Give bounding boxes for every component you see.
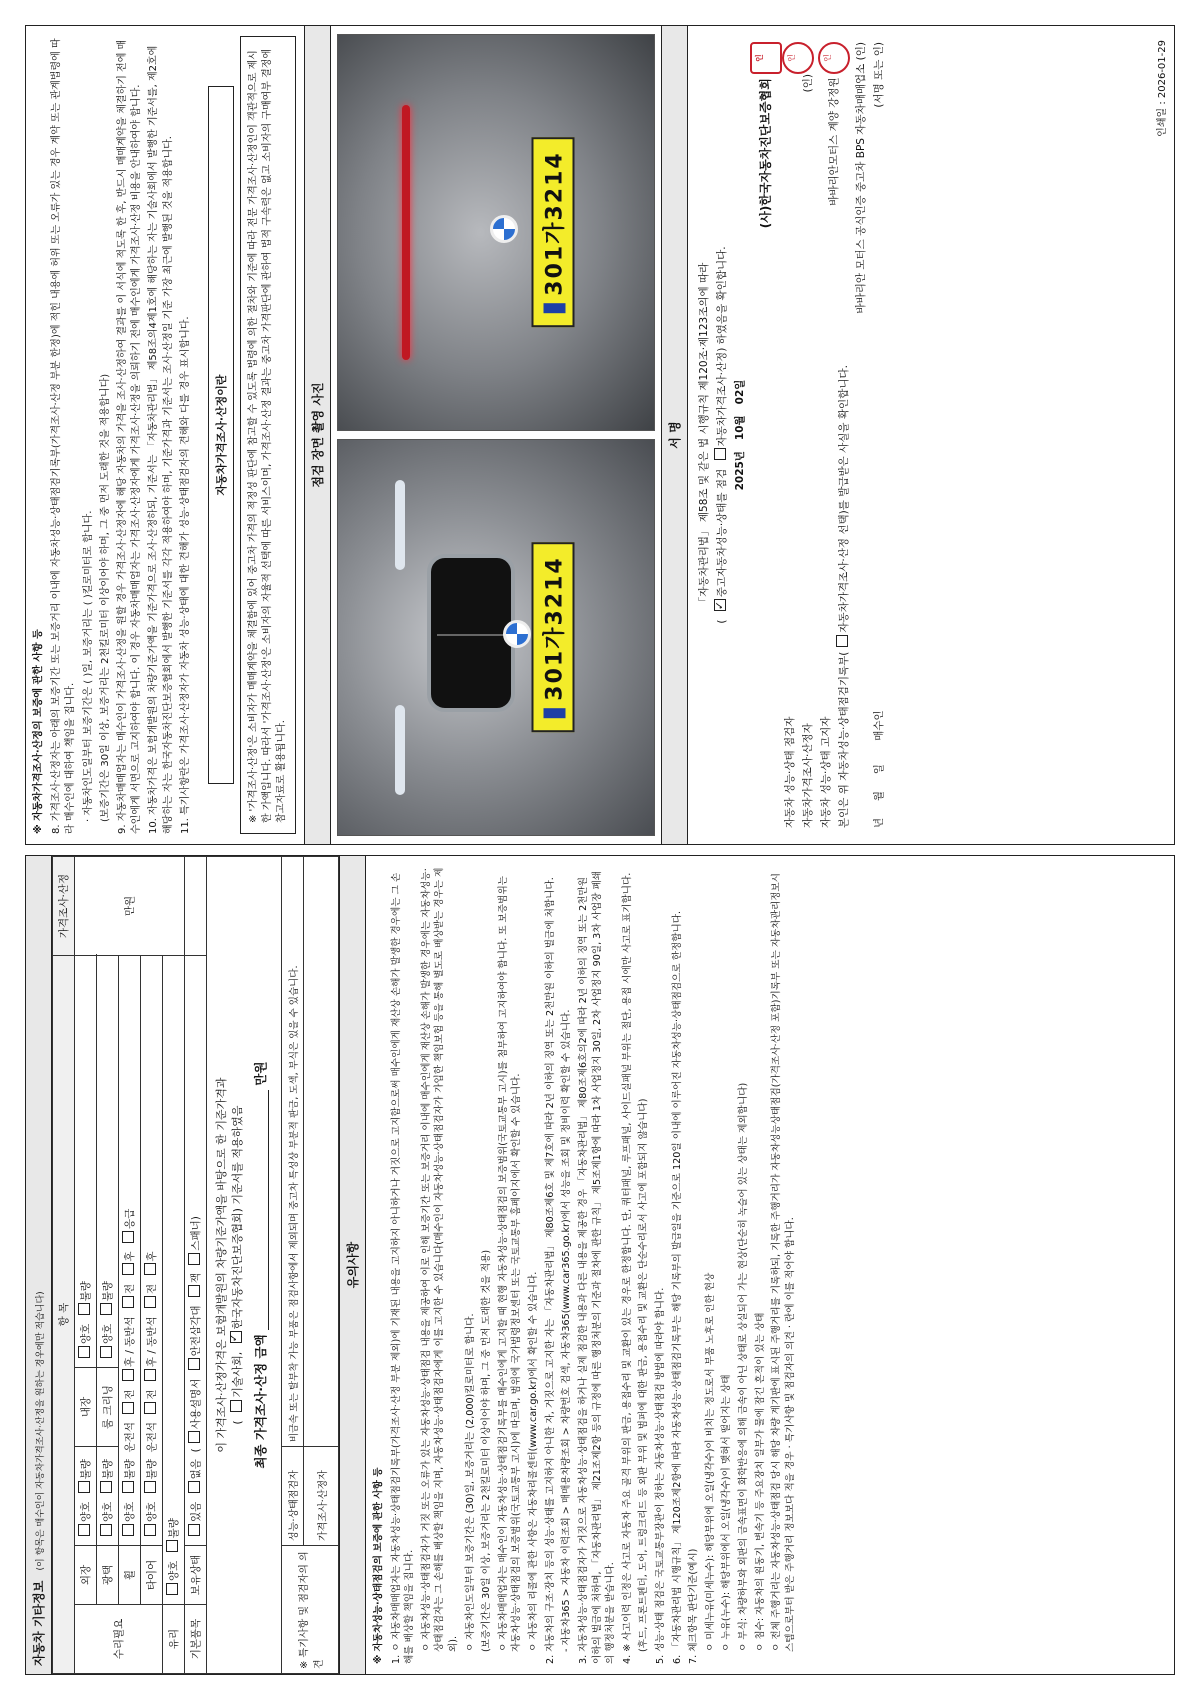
checkbox[interactable] bbox=[100, 1346, 112, 1358]
sign-section: 「자동차관리법」 제58조 및 같은 법 시행규칙 제120조·제123조의에 따라 ( ✓중고자동차성능·상태를 점검 자동차가격조사·산정) 하였음을 확인합니다. 2025년 10월 02일 (사)한국자동차진단보증협회 인 자동차 성능·상태 점검자 인 자동차가격조사·산정자 (인) 자동차 성능·상태 고지자 바바리안모터스 계양 강정원 인 본인은 위 자동차성능·상태점검기록부(자동차가격조사·산정 선택)를 발급받은 사실을 확인합니다. 바바리안 모터스 공식인증 중고차 BPS 자동차매매업소 (인) 년 월 일 매수인 (서명 또는 인) bbox=[688, 26, 897, 844]
row-tire: 타이어 bbox=[141, 1546, 163, 1605]
photo-front-car bbox=[337, 439, 655, 836]
note-item: - 자동차365 > 자동차 이력조회 > 매매용차량조회 > 차량번호 검색, 자동차365(www.car365.go.kr)에서 성능을 조회 및 정비이력 확인할 수 있습니다. bbox=[561, 1009, 573, 1652]
note-item: 8. 가격조사·산정자는 아래의 보증기간 또는 보증거리 이내에 자동차성능·상태점검기록부(가격조사·산정 부분 한정)에 적힌 내용에 허위 또는 오류가 있는 경우 계약 또는 관계법령에 따라 매수인에 대하여 책임을 집니다. bbox=[51, 38, 77, 834]
other-info-table bbox=[52, 856, 339, 1674]
sign-title: 서 명 bbox=[661, 26, 688, 844]
note-item: 11. 특기사항란은 가격조사·산정자가 자동차 성능·상태에 대한 견해가 성능·상태점검자의 견해와 다를 경우 표시합니다. bbox=[179, 316, 191, 834]
glass-options: 양호 불량 bbox=[163, 956, 185, 1605]
notice-box: 자동차가격조사·산정이란 bbox=[208, 86, 234, 784]
row-interior: 내장 bbox=[75, 1368, 97, 1447]
wheel-options: 양호 불량 운전석 전 후 / 동반석 전 후 응급 bbox=[119, 956, 141, 1546]
checkbox-basis-kadwa[interactable] bbox=[230, 1331, 242, 1343]
checkbox[interactable] bbox=[166, 1583, 178, 1595]
checkbox[interactable] bbox=[100, 1303, 112, 1315]
checkbox[interactable] bbox=[188, 1481, 200, 1493]
gloss-options: 양호 불량 bbox=[97, 1447, 119, 1546]
checkbox[interactable] bbox=[100, 1481, 112, 1493]
pricer-line: 자동차가격조사·산정자 (인) bbox=[801, 74, 814, 828]
checkbox[interactable] bbox=[78, 1481, 90, 1493]
checkbox[interactable] bbox=[122, 1402, 134, 1414]
holding-options: 있음 없음 (사용설명서 안전삼각대 잭 스패너) bbox=[185, 956, 207, 1546]
note-item: 10. 자동차가격은 보험개발원의 차량기준가액을 기준가격으로 조사·산정하되, 기준서는 「자동차관리법」 제58조의4제1호에 해당하는 자는 기술사회에서 발행한 기준서를, 제2호에 해당하는 자는 한국자동차진단보증협회에서 발행한 기준서를 각각 적용하여야 하며, 기준가격과 기준서는 조사·산정일 기준 가장 최근에 발행된 것을 적용합니다. bbox=[148, 45, 174, 834]
page-price-and-sign bbox=[25, 25, 1175, 845]
checkbox[interactable] bbox=[188, 1285, 200, 1297]
checkbox[interactable] bbox=[166, 1540, 178, 1552]
inspector-line: 자동차 성능·상태 점검자 인 bbox=[782, 42, 800, 828]
row-room-cleaning: 룸 크리닝 bbox=[97, 1368, 119, 1447]
checkbox-price[interactable] bbox=[714, 448, 726, 460]
checkbox[interactable] bbox=[122, 1481, 134, 1493]
checkbox[interactable] bbox=[188, 1358, 200, 1370]
notes-left bbox=[366, 856, 806, 1674]
special-col-pricer: 가격조사·산정자 bbox=[304, 1447, 339, 1546]
checkbox[interactable] bbox=[122, 1524, 134, 1536]
inspection-photos bbox=[331, 26, 661, 844]
note-item: (후드, 프론트펜더, 도어, 트렁크리드 등 외판 부위 및 범퍼에 대한 판금, 용접수리 및 교환은 단순수리로서 사고에 포함되지 않습니다) bbox=[638, 1098, 650, 1652]
notice-text: ※ '가격조사·산정'은 소비자가 매매계약을 체결함에 있어 중고차 가격의 적정성 판단에 참고할 수 있도록 법령에 의한 절차와 기준에 따라 전문 가격조사·산정인이 객관적으로 제시한 가액입니다. 따라서 '가격조사·산정'은 소비자의 자율적 선택에 따른 서비스이며, 가격조사·산정 결과는 중고차 가격판단에 관하여 법적 구속력은 없고 소비자의 구매여부 결정에 참고자료로 활용됩니다. bbox=[240, 36, 297, 834]
checkbox[interactable] bbox=[144, 1402, 156, 1414]
interior-options: 양호 불량 bbox=[75, 956, 97, 1368]
final-price-line: 최종 가격조사·산정 금액 만원 bbox=[253, 1061, 268, 1469]
seller-seal: 인 bbox=[818, 42, 850, 74]
notes-heading: ※ 자동차성능·상태점검의 보증에 관한 사항 등 bbox=[373, 1467, 384, 1664]
final-price-field[interactable] bbox=[254, 1090, 269, 1330]
note-item: · 자동차인도일부터 보증기간은 ( )일, 보증거리는 ( )킬로미터로 합니다. bbox=[82, 510, 94, 822]
note-item: ㅇ 미세누유(미세누수): 해당부위에 오일(냉각수)이 비치는 정도로서 부품 노후로 인한 현상 bbox=[704, 1272, 716, 1652]
row-group-basic: 기본품목 bbox=[185, 1605, 207, 1674]
checkbox[interactable] bbox=[78, 1303, 90, 1315]
room-cleaning-options: 양호 불량 bbox=[97, 956, 119, 1368]
price-unit: 만원 bbox=[75, 857, 185, 956]
note-item: ㅇ 부식: 차량하부와 외판의 금속표면이 화학반응에 의해 금속이 아닌 상태로 상실되어 가는 현상(단순히 녹슬어 있는 상태는 제외합니다) bbox=[738, 1082, 750, 1652]
bmw-emblem-icon bbox=[490, 216, 518, 244]
checkbox[interactable] bbox=[100, 1524, 112, 1536]
photo-title: 점검 장면 촬영 사진 bbox=[304, 26, 331, 844]
page-other-info bbox=[25, 855, 1175, 1675]
note-item: ㅇ 자동차성능·상태점검자가 거짓 또는 오류가 있는 자동차성능·상태점검 내용을 제공하여 이로 인해 보증기간 또는 보증거리 이내에 매수인에게 재산상 손해가 발생한 경우에는 자동차성능·상태점검자는 그 손해를 배상할 책임을 지며, 자동차성능·상태점검자에게 이를 고지한 수 있습니다(매수인이 자동차성능·상태점검자가 가입한 책임보험 등을 통해 별도로 배상받는 경우는 제외). bbox=[420, 867, 460, 1652]
seller-line: 자동차 성능·상태 고지자 바바리안모터스 계양 강정원 인 bbox=[818, 42, 836, 828]
row-wheel: 휠 bbox=[119, 1546, 141, 1605]
checkbox[interactable] bbox=[144, 1481, 156, 1493]
note-item: (보증기간은 30일 이상, 보증거리는 2천킬로미터 이상이어야 하며, 그 중 먼저 도래한 것을 적용합니다) bbox=[99, 373, 111, 822]
checkbox[interactable] bbox=[144, 1369, 156, 1381]
checkbox[interactable] bbox=[122, 1296, 134, 1308]
checkbox[interactable] bbox=[122, 1231, 134, 1243]
note-item: ㅇ 침수: 자동차의 원동기, 변속기 등 주요장치 일부가 물에 잠긴 흔적이 있는 상태 bbox=[754, 1312, 766, 1652]
bmw-emblem-icon bbox=[503, 621, 531, 649]
row-holding: 보유상태 bbox=[185, 1546, 207, 1605]
checkbox[interactable] bbox=[144, 1524, 156, 1536]
checkbox[interactable] bbox=[122, 1263, 134, 1275]
col-item: 항 목 bbox=[53, 956, 75, 1674]
basis-row: 이 가격조사·산정가격은 보험개발원의 차량기준가액을 바탕으로 한 기준가격과 ( 기술사회, ✓한국자동차진단보증협회) 기준서를 적용하였음 최종 가격조사·산정 금액 만원 bbox=[207, 857, 282, 1674]
note-item: 6. 「자동차관리법 시행규칙」 제120조제2항에 따라 자동차성능·상태점검기록부는 해당 기록부의 발급일을 기준으로 120일 이내에 이루어진 자동차성능·상태점검으로 한정합니다. bbox=[671, 910, 683, 1664]
association-stamp: 인 bbox=[750, 42, 782, 74]
checkbox[interactable] bbox=[188, 1431, 200, 1443]
note-item: ㅇ 자동차매매업자는 매수인이 자동차성능·상태점검기록부를 매수인에게 고지할 때 현행 자동차성능·상태점검의 보증범위(국토교통부 고시)를 첨부하여 고지하여야 합니다. 또 보증범위는 자동차성능·상태점검의 보증범위(국토교통부 고시)에 따르며, 범위에 국가법령정보센터 또는 국토교통부 홈페이지에서 확인할 수 있습니다. bbox=[497, 876, 523, 1652]
note-item: 2. 자동차의 구조·장치 등의 성능·상태를 고지하지 아니한 자, 거짓으로 고지한 자는 「자동차관리법」 제80조제6호 및 제7호에 따라 2년 이하의 징역 또는 2천만원 이하의 벌금에 처합니다. bbox=[544, 877, 556, 1664]
note-item: 9. 자동차매매업자는 매수인이 가격조사·산정을 원할 경우 가격조사·산정자에 해당 자동차의 가격을 조사·산정하여 결과를 이 서식에 적도록 한 후, 반드시 매매계약을 체결하기 전에 매수인에게 서면으로 고지하여야 합니다. 이 경우 자동차매매업자는 가격조사·산정자에게 가격조사·산정을 의뢰하기 전에 매수인에게 가격조사·산정 비용을 안내하여야 합니다. bbox=[116, 39, 143, 834]
note-item: 1. ㅇ 자동차매매업자는 자동차성능·상태점검기록부(가격조사·산정 부분 제외)에 기재된 내용을 고지하지 아니하거나 거짓으로 고지함으로써 매수인에게 재산상 손해가 발생한 경우에는 그 손해를 배상할 책임을 집니다. bbox=[390, 872, 416, 1664]
row-group-repair: 수리필요 bbox=[75, 1605, 163, 1674]
note-item: ㅇ 전체 주행거리는 자동차성능·상태점검 당시 해당 차량 계기판에 표시된 주행거리를 기록하되, 기록한 주행거리가 자동차성능상태점검(가격조사·산정 포함)기록부 또는 자동차관리정보시스템으로부터 받은 주행거리 정보보다 적을 경우 · 특기사항 및 점검자의 의견 · 란에 이를 적어야 합니다. bbox=[771, 872, 796, 1652]
special-pricer-field[interactable] bbox=[304, 857, 339, 1447]
tire-options: 양호 불량 운전석 전 후 / 동반석 전 후 bbox=[141, 956, 163, 1546]
checkbox-basis-tech[interactable] bbox=[230, 1400, 242, 1412]
taillight-bar bbox=[402, 105, 410, 360]
checkbox[interactable] bbox=[144, 1263, 156, 1275]
note-item: 3. 자동차성능·상태점검자가 거짓으로 자동차성능·상태점검을 하거나 실제 점검한 내용과 다른 내용을 제공한 경우 「자동차관리법」 제80조제6호의2에 따라 2년 이하의 징역 또는 2천만원 이하의 벌금에 처하며, 「자동차관리법」 제21조제2항 등의 규정에 따른 행정처분의 기준과 절차에 관한 규칙」 제5조제1항에 따라 1차 사업정지 30일, 2차 사업정지 90일, 3차 사업장 폐쇄의 행정처분을 받습니다. bbox=[577, 871, 617, 1664]
checkbox[interactable] bbox=[78, 1346, 90, 1358]
row-glass: 유리 bbox=[163, 1605, 185, 1674]
row-exterior: 외장 bbox=[75, 1546, 97, 1605]
checkbox-buyer-price[interactable] bbox=[836, 635, 848, 647]
checkbox[interactable] bbox=[144, 1296, 156, 1308]
notes-right-heading: ※ 자동차가격조사·산정의 보증에 관한 사항 등 bbox=[33, 629, 44, 834]
exterior-options: 양호 불량 bbox=[75, 1447, 97, 1546]
row-gloss: 광택 bbox=[97, 1546, 119, 1605]
special-note: 비금속 또는 탈부착 가능 부품은 점검사항에서 제외되며 중고차 특성상 부분적 판금, 도색, 부식은 있을 수 있습니다. bbox=[282, 857, 304, 1447]
headlamp-right bbox=[395, 480, 405, 570]
note-item: 7. 체크항목 판단기준(예시) bbox=[688, 1548, 700, 1664]
note-item: 4. ※ 사고이력 인정은 사고로 자동차 주요 골격 부위의 판금, 용접수리 및 교환이 있는 경우로 한정합니다. 단, 쿼터패널, 루프패널, 사이드실패널 부위는 절단, 용접 시에만 사고로 표기합니다. bbox=[621, 872, 633, 1664]
col-price: 가격조사·산정 bbox=[53, 857, 75, 956]
checkbox[interactable] bbox=[188, 1524, 200, 1536]
buyer-confirm: 본인은 위 자동차성능·상태점검기록부(자동차가격조사·산정 선택)를 발급받은 사실을 확인합니다. bbox=[837, 365, 850, 828]
note-item: 5. 성능·상태 점검은 국토교통부장관이 정하는 자동차성능·상태점검 방법에 따라야 합니다. bbox=[654, 1287, 666, 1664]
note-item: ㅇ 자동차의 리콜에 관한 사항은 자동차리콜센터(www.car.go.kr)에서 확인할 수 있습니다. bbox=[528, 1271, 540, 1652]
checkbox[interactable] bbox=[122, 1369, 134, 1381]
license-plate-front: 301가3214 bbox=[532, 542, 575, 732]
section-title-other-info: 자동차 기타정보 (이 항목은 매수인이 자동차가격조사·산정을 원하는 경우에만 적습니다) bbox=[26, 856, 52, 1674]
note-item: ㅇ 자동차인도일부터 보증기간은 (30)일, 보증거리는 (2,000)킬로미터로 합니다. bbox=[464, 1313, 476, 1652]
inspector-seal: 인 bbox=[782, 42, 814, 74]
headlamp-left bbox=[395, 705, 405, 795]
buyer-sign-line: 년 월 일 매수인 (서명 또는 인) bbox=[873, 42, 886, 828]
notes-right bbox=[26, 26, 202, 844]
notice-title: 유의사항 bbox=[339, 856, 366, 1674]
print-date: 인쇄일 : 2026-01-29 bbox=[1157, 40, 1168, 137]
kidney-grille bbox=[427, 555, 515, 713]
association-line: (사)한국자동차진단보증협회 인 bbox=[750, 42, 782, 828]
sign-date: 2025년 10월 02일 bbox=[734, 379, 747, 491]
note-item: ㅇ 누유(누수): 해당부위에서 오일(냉각수)이 맺혀서 떨어지는 상태 bbox=[721, 1374, 733, 1652]
license-plate-rear: 301가3214 bbox=[532, 137, 575, 327]
special-label: ※ 특기사항 및 점검자의 의견 bbox=[282, 1546, 339, 1674]
photo-rear-car bbox=[337, 34, 655, 431]
buyer-company-line: 바바리안 모터스 공식인증 중고차 BPS 자동차매매업소 (인) bbox=[855, 42, 868, 314]
special-col-inspector: 성능·상태점검자 bbox=[282, 1447, 304, 1546]
checkbox[interactable] bbox=[78, 1524, 90, 1536]
checkbox[interactable] bbox=[188, 1253, 200, 1265]
checkbox-inspection[interactable] bbox=[714, 599, 726, 611]
note-item: (보증기간은 30일 이상, 보증거리는 2천킬로미터 이상이어야 하며, 그 중 먼저 도래한 것을 적용) bbox=[481, 1249, 493, 1652]
